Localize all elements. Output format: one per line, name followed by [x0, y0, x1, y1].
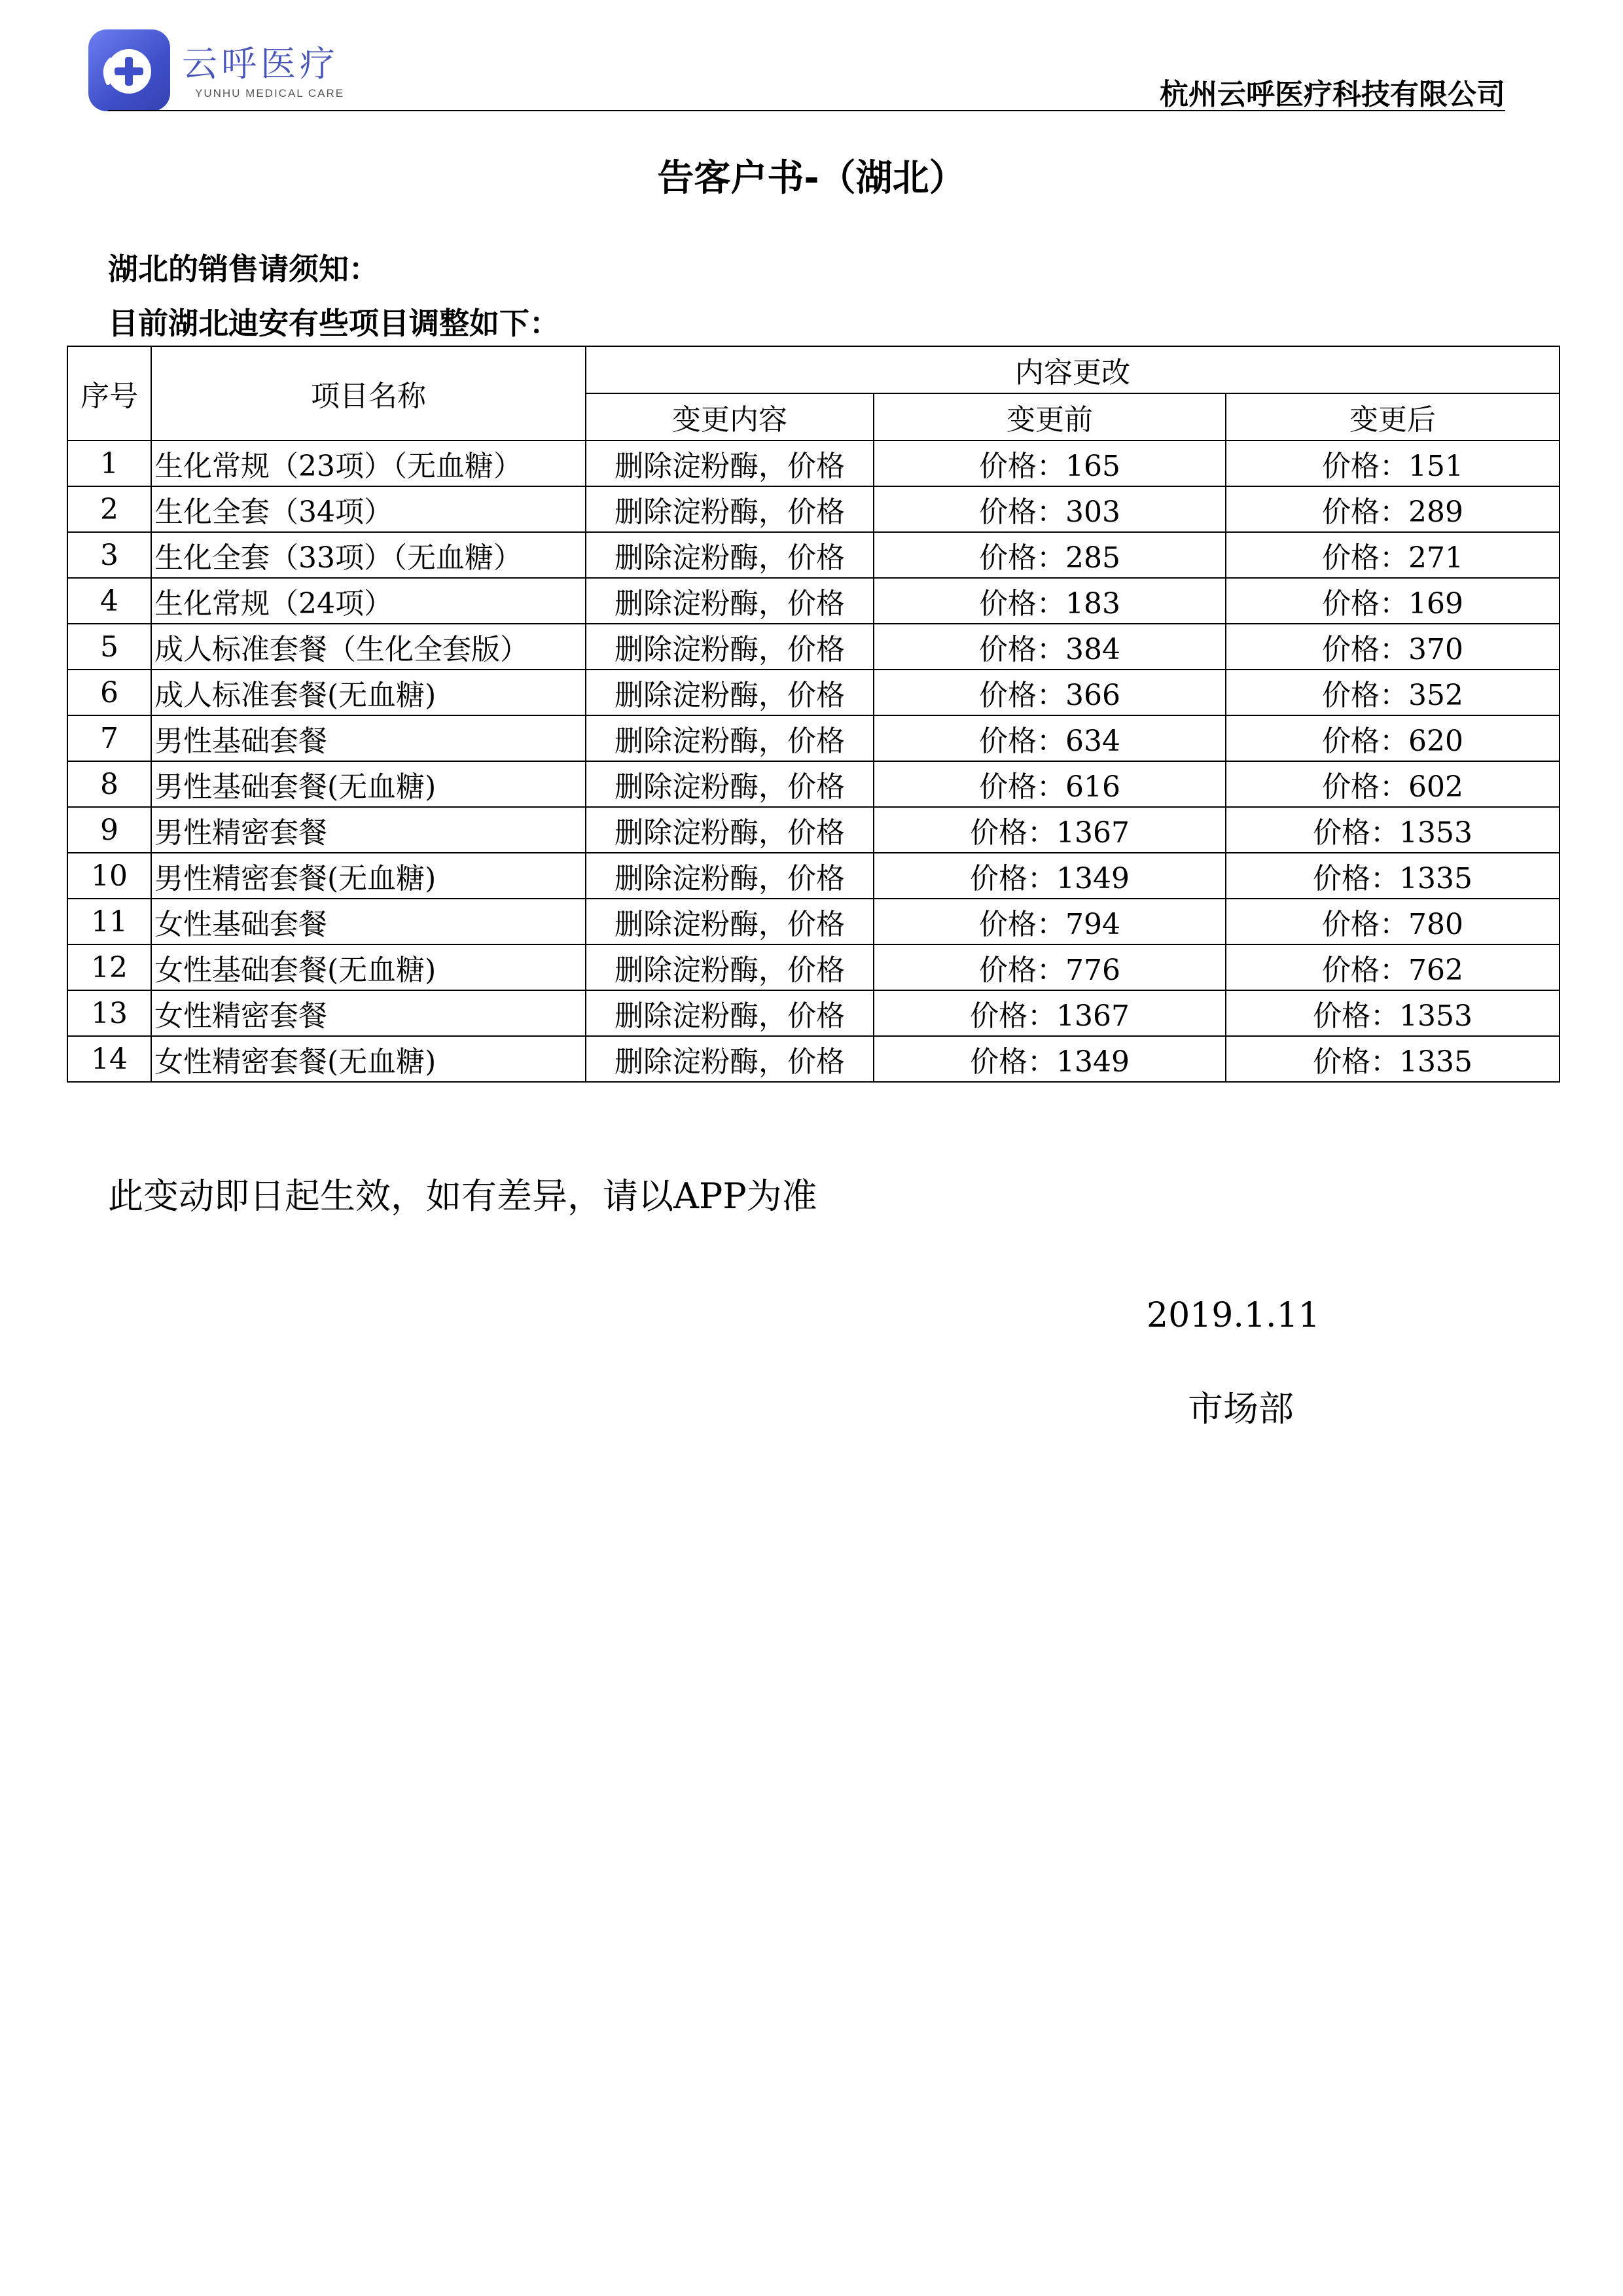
table-row	[67, 899, 1560, 944]
company-name: 杭州云呼医疗科技有限公司	[1160, 78, 1505, 111]
row-after-cell: 价格：289	[1226, 486, 1560, 532]
row-name-cell: 生化常规（23项）（无血糖）	[151, 440, 586, 486]
row-content-cell: 删除淀粉酶，价格	[586, 990, 874, 1036]
table-row	[67, 990, 1560, 1036]
row-seq-cell: 8	[67, 761, 151, 807]
table-row	[67, 761, 1560, 807]
table-row	[67, 715, 1560, 761]
header-group: 内容更改	[586, 346, 1560, 393]
row-seq-cell: 1	[67, 440, 151, 486]
row-content-cell: 删除淀粉酶，价格	[586, 440, 874, 486]
row-seq-cell: 14	[67, 1036, 151, 1082]
row-name-cell: 女性精密套餐	[151, 990, 586, 1036]
department-signature: 市场部	[1188, 1388, 1294, 1429]
row-before-cell: 价格：616	[874, 761, 1226, 807]
price-change-table	[67, 346, 1560, 1083]
row-before-cell: 价格：384	[874, 624, 1226, 670]
table-row	[67, 670, 1560, 715]
row-seq-cell: 5	[67, 624, 151, 670]
row-seq-cell: 11	[67, 899, 151, 944]
row-before-cell: 价格：776	[874, 944, 1226, 990]
company-logo	[88, 29, 350, 115]
row-after-cell: 价格：352	[1226, 670, 1560, 715]
row-name-cell: 生化全套（34项）	[151, 486, 586, 532]
row-content-cell: 删除淀粉酶，价格	[586, 578, 874, 624]
row-after-cell: 价格：762	[1226, 944, 1560, 990]
table-row	[67, 624, 1560, 670]
row-before-cell: 价格：1349	[874, 853, 1226, 899]
row-after-cell: 价格：1335	[1226, 1036, 1560, 1082]
header-divider	[108, 110, 1505, 111]
row-before-cell: 价格：1367	[874, 807, 1226, 853]
row-name-cell: 男性基础套餐(无血糖)	[151, 761, 586, 807]
row-content-cell: 删除淀粉酶，价格	[586, 624, 874, 670]
row-after-cell: 价格：1335	[1226, 853, 1560, 899]
row-before-cell: 价格：634	[874, 715, 1226, 761]
row-name-cell: 男性精密套餐	[151, 807, 586, 853]
row-name-cell: 成人标准套餐(无血糖)	[151, 670, 586, 715]
row-after-cell: 价格：780	[1226, 899, 1560, 944]
row-after-cell: 价格：151	[1226, 440, 1560, 486]
row-after-cell: 价格：1353	[1226, 807, 1560, 853]
row-seq-cell: 9	[67, 807, 151, 853]
row-seq-cell: 7	[67, 715, 151, 761]
row-before-cell: 价格：1367	[874, 990, 1226, 1036]
row-name-cell: 女性基础套餐	[151, 899, 586, 944]
row-after-cell: 价格：271	[1226, 532, 1560, 578]
row-content-cell: 删除淀粉酶，价格	[586, 899, 874, 944]
table-row	[67, 807, 1560, 853]
header-seq: 序号	[67, 346, 151, 440]
row-content-cell: 删除淀粉酶，价格	[586, 853, 874, 899]
row-name-cell: 男性精密套餐(无血糖)	[151, 853, 586, 899]
row-seq-cell: 6	[67, 670, 151, 715]
table-row	[67, 853, 1560, 899]
row-before-cell: 价格：303	[874, 486, 1226, 532]
header-before: 变更前	[874, 393, 1226, 440]
row-content-cell: 删除淀粉酶，价格	[586, 486, 874, 532]
header-name: 项目名称	[151, 346, 586, 440]
row-name-cell: 女性基础套餐(无血糖)	[151, 944, 586, 990]
row-after-cell: 价格：370	[1226, 624, 1560, 670]
intro-line-1: 湖北的销售请须知：	[108, 251, 379, 287]
logo-subtitle: YUNHU MEDICAL CARE	[195, 87, 345, 99]
table-row	[67, 944, 1560, 990]
table-row	[67, 532, 1560, 578]
page-title: 告客户书-（湖北）	[657, 157, 966, 200]
row-after-cell: 价格：620	[1226, 715, 1560, 761]
row-name-cell: 男性基础套餐	[151, 715, 586, 761]
row-name-cell: 生化全套（33项）（无血糖）	[151, 532, 586, 578]
row-seq-cell: 2	[67, 486, 151, 532]
table-row	[67, 1036, 1560, 1082]
row-content-cell: 删除淀粉酶，价格	[586, 670, 874, 715]
intro-line-2: 目前湖北迪安有些项目调整如下：	[108, 306, 560, 341]
row-seq-cell: 3	[67, 532, 151, 578]
row-before-cell: 价格：165	[874, 440, 1226, 486]
document-date: 2019.1.11	[1147, 1296, 1320, 1335]
row-content-cell: 删除淀粉酶，价格	[586, 715, 874, 761]
header-after: 变更后	[1226, 393, 1560, 440]
table-row	[67, 486, 1560, 532]
row-after-cell: 价格：169	[1226, 578, 1560, 624]
row-content-cell: 删除淀粉酶，价格	[586, 944, 874, 990]
table-row	[67, 440, 1560, 486]
row-after-cell: 价格：1353	[1226, 990, 1560, 1036]
row-seq-cell: 4	[67, 578, 151, 624]
table-header-row	[67, 346, 1560, 393]
row-seq-cell: 13	[67, 990, 151, 1036]
notice-text: 此变动即日起生效，如有差异，请以APP为准	[108, 1175, 817, 1217]
row-name-cell: 成人标准套餐（生化全套版）	[151, 624, 586, 670]
row-seq-cell: 12	[67, 944, 151, 990]
row-before-cell: 价格：285	[874, 532, 1226, 578]
logo-name: 云呼医疗	[182, 43, 339, 84]
row-before-cell: 价格：366	[874, 670, 1226, 715]
row-content-cell: 删除淀粉酶，价格	[586, 761, 874, 807]
row-content-cell: 删除淀粉酶，价格	[586, 1036, 874, 1082]
row-after-cell: 价格：602	[1226, 761, 1560, 807]
row-before-cell: 价格：794	[874, 899, 1226, 944]
row-before-cell: 价格：183	[874, 578, 1226, 624]
row-name-cell: 女性精密套餐(无血糖)	[151, 1036, 586, 1082]
row-seq-cell: 10	[67, 853, 151, 899]
row-content-cell: 删除淀粉酶，价格	[586, 532, 874, 578]
row-content-cell: 删除淀粉酶，价格	[586, 807, 874, 853]
row-name-cell: 生化常规（24项）	[151, 578, 586, 624]
row-before-cell: 价格：1349	[874, 1036, 1226, 1082]
header-content: 变更内容	[586, 393, 874, 440]
medical-cross-logo-icon	[88, 29, 170, 111]
table-row	[67, 578, 1560, 624]
